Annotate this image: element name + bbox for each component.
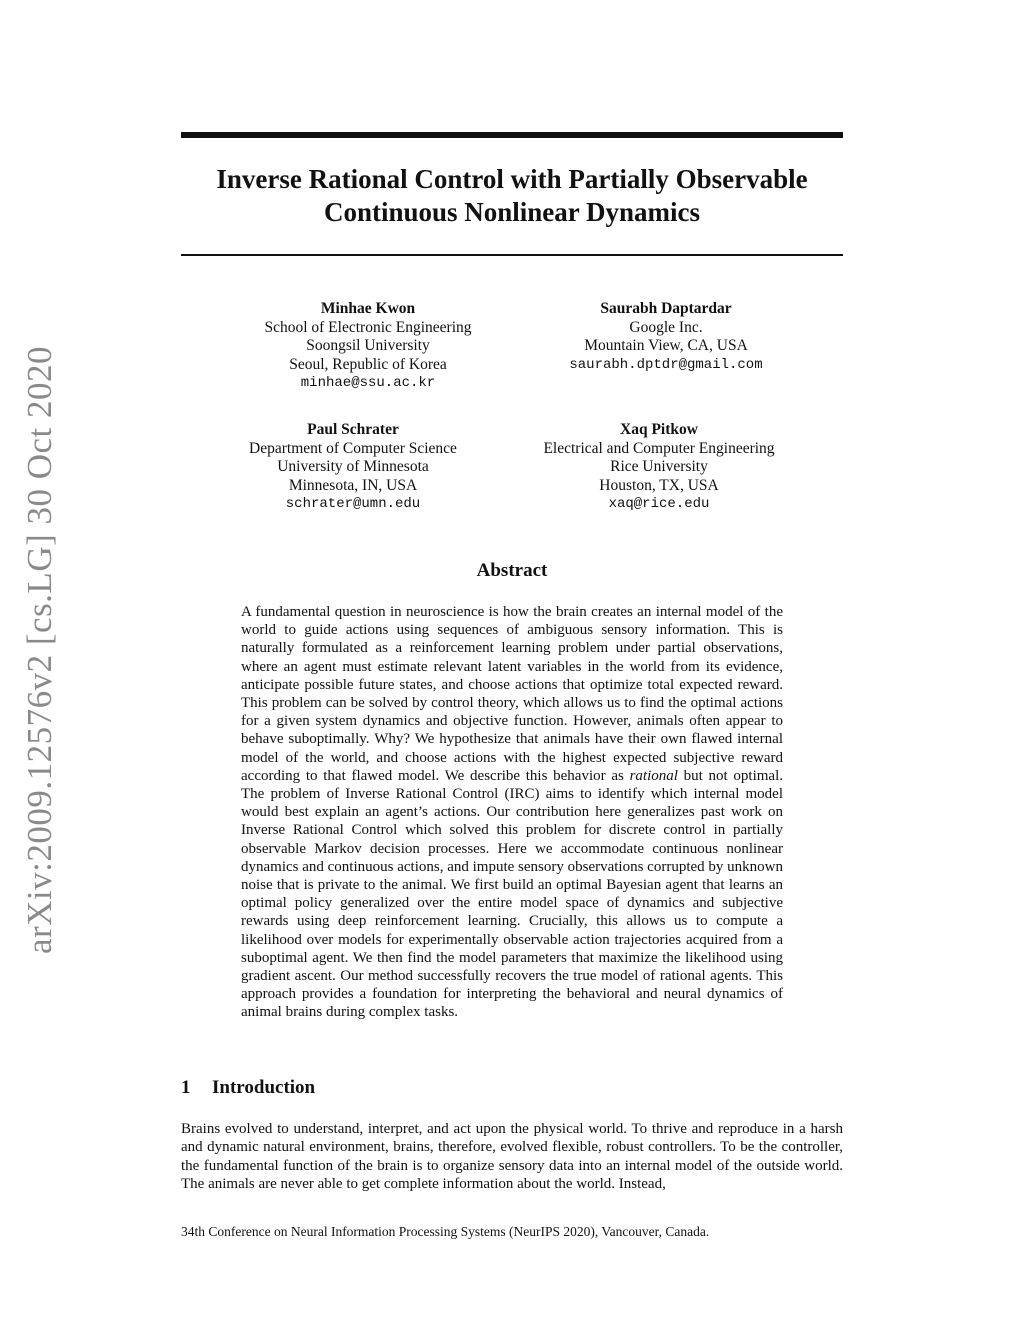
author-name: Saurabh Daptardar	[600, 300, 732, 317]
section-title: Introduction	[212, 1077, 316, 1098]
author-block-kwon	[218, 300, 518, 393]
title-bottom-rule	[181, 254, 843, 256]
abstract-text-part-2: but not optimal. The problem of Inverse Rational Control (IRC) aims to identify which internal model would best explain an agent’s actions. Our contribution here generalizes past work on Inverse Rational Control which solved this problem for discrete control in partially observable Markov decision processes. Here we accommodate continuous nonlinear dynamics and continuous actions, and impute sensory observations corrupted by unknown noise that is private to the animal. We first build an optimal Bayesian agent that learns an optimal policy generalized over the entire model space of dynamics and subjective rewards using deep reinforcement learning. Crucially, this allows us to compute a likelihood over models for experimentally observable action trajectories acquired from a suboptimal agent. We then find the model parameters that maximize the likelihood using gradient ascent. Our method successfully recovers the true model of rational agents. This approach provides a foundation for interpreting the behavioral and neural dynamics of animal brains during complex tasks.	[241, 767, 783, 1021]
author-name: Xaq Pitkow	[620, 421, 698, 438]
paper-title	[181, 163, 843, 229]
author-email: schrater@umn.edu	[285, 496, 421, 512]
author-affiliation-line: Houston, TX, USA	[599, 476, 719, 494]
author-affiliation-line: Rice University	[610, 458, 708, 475]
paper-title-line-2: Continuous Nonlinear Dynamics	[323, 197, 701, 227]
introduction-paragraph: Brains evolved to understand, interpret, and act upon the physical world. To thrive and reproduce in a harsh and dynamic natural environment, brains, therefore, evolved flexible, robust controllers. To be the controller, the fundamental function of the brain is to organize sensory data into an internal model of the outside world. The animals are never able to get complete information about the world. Instead,	[181, 1121, 843, 1193]
author-email: saurabh.dptdr@gmail.com	[569, 356, 763, 373]
author-block-pitkow	[509, 421, 809, 514]
author-affiliation-line: Seoul, Republic of Korea	[289, 355, 447, 373]
author-affiliation-line: University of Minnesota	[277, 458, 429, 475]
arxiv-identifier-stamp	[14, 345, 66, 955]
abstract-text-part-1: A fundamental question in neuroscience is how the brain creates an internal model of the world to guide actions using sequences of ambiguous sensory information. This is naturally formulated as a reinforcement learning problem under partial observations, where an agent must estimate relevant latent variables in the world from its evidence, anticipate possible future states, and choose actions that optimize total expected reward. This problem can be solved by control theory, which allows us to find the optimal actions for a given system dynamics and objective function. However, animals often appear to behave suboptimally. Why? We hypothesize that animals have their own flawed internal model of the world, and choose actions with the highest expected subjective reward according to that flawed model. We describe this behavior as	[241, 604, 783, 784]
author-block-daptardar	[516, 300, 816, 374]
author-name: Paul Schrater	[307, 421, 399, 438]
author-affiliation-line: School of Electronic Engineering	[264, 318, 472, 336]
arxiv-identifier: arXiv:2009.12576v2 [cs.LG] 30 Oct 2020	[20, 345, 60, 955]
abstract-body	[241, 603, 783, 1022]
author-affiliation-line: Mountain View, CA, USA	[584, 337, 748, 354]
author-affiliation-line: Department of Computer Science	[249, 439, 457, 457]
author-email: xaq@rice.edu	[608, 496, 710, 512]
author-affiliation-line: Minnesota, IN, USA	[288, 476, 418, 494]
title-top-rule	[181, 132, 843, 138]
author-affiliation-line: Soongsil University	[306, 337, 430, 354]
author-block-schrater	[203, 421, 503, 514]
author-email: minhae@ssu.ac.kr	[300, 375, 436, 391]
abstract-emphasis: rational	[629, 767, 678, 784]
author-affiliation-line: Electrical and Computer Engineering	[543, 439, 775, 457]
abstract-heading: Abstract	[476, 560, 548, 581]
author-affiliation-line: Google Inc.	[629, 318, 703, 336]
author-name: Minhae Kwon	[320, 300, 416, 317]
section-heading-introduction	[181, 1077, 315, 1099]
paper-title-line-1: Inverse Rational Control with Partially Observable	[216, 164, 808, 194]
conference-footnote: 34th Conference on Neural Information Processing Systems (NeurIPS 2020), Vancouver, Canada.	[181, 1224, 710, 1239]
section-number: 1	[181, 1077, 191, 1098]
